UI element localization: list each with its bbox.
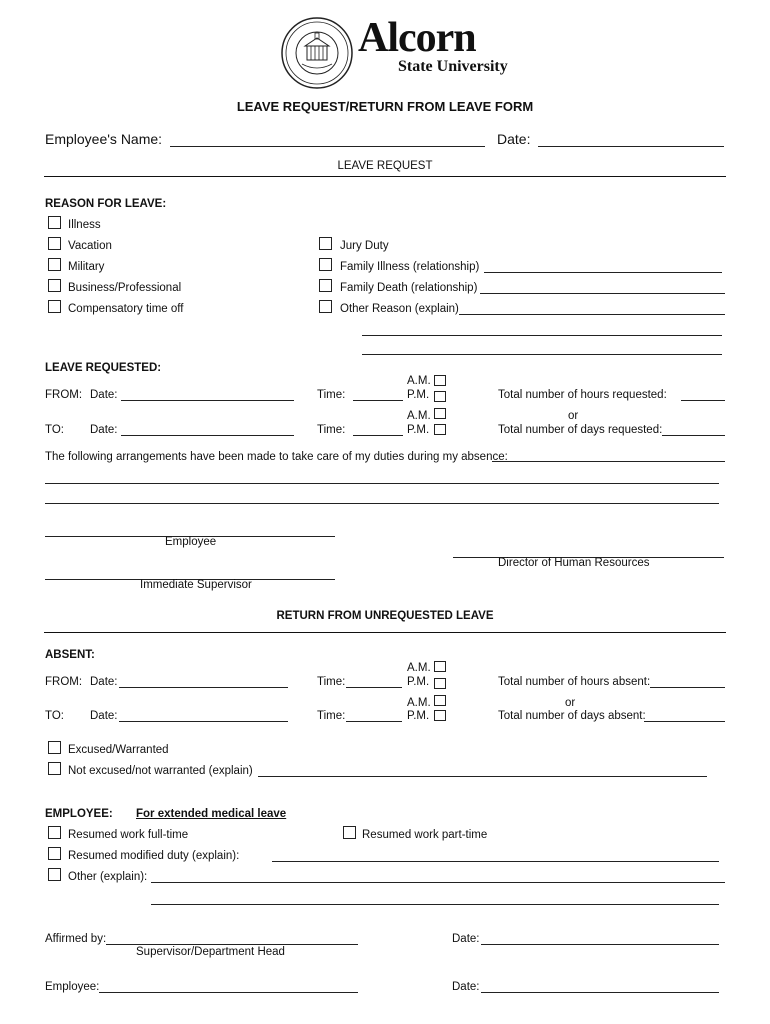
absent-from-pm-checkbox[interactable] xyxy=(434,678,446,689)
from-label: FROM: xyxy=(45,389,83,401)
medical-leave-label: For extended medical leave xyxy=(136,808,287,820)
absent-to-am-label: A.M. xyxy=(407,697,431,709)
supervisor-signature-label: Immediate Supervisor xyxy=(140,579,252,591)
other-reason-checkbox[interactable] xyxy=(319,300,332,313)
family-death-field[interactable] xyxy=(480,293,725,294)
absent-from-pm-label: P.M. xyxy=(407,676,430,688)
to-label: TO: xyxy=(45,424,64,436)
not-excused-label: Not excused/not warranted (explain) xyxy=(68,765,253,777)
to-date-field[interactable] xyxy=(121,435,294,436)
illness-checkbox[interactable] xyxy=(48,216,61,229)
days-absent-field[interactable] xyxy=(644,721,725,722)
military-label: Military xyxy=(68,261,105,273)
business-checkbox[interactable] xyxy=(48,279,61,292)
to-pm-label: P.M. xyxy=(407,424,430,436)
days-absent-label: Total number of days absent: xyxy=(498,710,646,722)
top-date-label: Date: xyxy=(497,131,531,147)
other-line-2[interactable] xyxy=(151,904,719,905)
other-reason-label: Other Reason (explain) xyxy=(340,303,459,315)
from-date-field[interactable] xyxy=(121,400,294,401)
hours-absent-label: Total number of hours absent: xyxy=(498,676,651,688)
return-divider xyxy=(44,632,726,633)
form-title: LEAVE REQUEST/RETURN FROM LEAVE FORM xyxy=(236,99,534,114)
full-time-label: Resumed work full-time xyxy=(68,829,189,841)
vacation-label: Vacation xyxy=(68,240,112,252)
employee-section-label: EMPLOYEE: xyxy=(45,808,113,820)
other-label: Other (explain): xyxy=(68,871,148,883)
return-heading: RETURN FROM UNREQUESTED LEAVE xyxy=(276,610,494,622)
affirmed-date-field[interactable] xyxy=(481,944,719,945)
family-illness-label: Family Illness (relationship) xyxy=(340,261,480,273)
employee-date-field[interactable] xyxy=(481,992,719,993)
modified-duty-label: Resumed modified duty (explain): xyxy=(68,850,240,862)
hours-requested-label: Total number of hours requested: xyxy=(498,389,667,401)
affirmed-field[interactable] xyxy=(106,944,358,945)
other-field[interactable] xyxy=(151,882,725,883)
leave-request-heading: LEAVE REQUEST xyxy=(337,160,433,172)
other-reason-line-2[interactable] xyxy=(362,335,722,336)
absent-to-date-label: Date: xyxy=(90,710,118,722)
to-am-checkbox[interactable] xyxy=(434,408,446,419)
days-requested-field[interactable] xyxy=(662,435,725,436)
other-reason-line-3[interactable] xyxy=(362,354,722,355)
from-time-label: Time: xyxy=(317,389,346,401)
part-time-label: Resumed work part-time xyxy=(362,829,488,841)
employee-name-label: Employee's Name: xyxy=(45,131,163,147)
arrangements-line-2[interactable] xyxy=(45,483,719,484)
absent-to-time-field[interactable] xyxy=(346,721,402,722)
business-label: Business/Professional xyxy=(68,282,182,294)
full-time-checkbox[interactable] xyxy=(48,826,61,839)
leave-requested-label: LEAVE REQUESTED: xyxy=(45,362,162,374)
from-pm-checkbox[interactable] xyxy=(434,391,446,402)
from-pm-label: P.M. xyxy=(407,389,430,401)
family-death-label: Family Death (relationship) xyxy=(340,282,478,294)
employee-date-label: Date: xyxy=(452,981,480,993)
hours-absent-field[interactable] xyxy=(650,687,725,688)
from-am-checkbox[interactable] xyxy=(434,375,446,386)
absent-label: ABSENT: xyxy=(45,649,95,661)
modified-duty-checkbox[interactable] xyxy=(48,847,61,860)
days-requested-label: Total number of days requested: xyxy=(498,424,663,436)
or-label: or xyxy=(568,410,579,422)
military-checkbox[interactable] xyxy=(48,258,61,271)
jury-duty-label: Jury Duty xyxy=(340,240,389,252)
absent-to-time-label: Time: xyxy=(317,710,346,722)
absent-to-pm-label: P.M. xyxy=(407,710,430,722)
modified-duty-field[interactable] xyxy=(272,861,719,862)
director-signature-label: Director of Human Resources xyxy=(498,557,650,569)
arrangements-line-3[interactable] xyxy=(45,503,719,504)
not-excused-checkbox[interactable] xyxy=(48,762,61,775)
family-illness-field[interactable] xyxy=(484,272,722,273)
comp-time-label: Compensatory time off xyxy=(68,303,184,315)
to-pm-checkbox[interactable] xyxy=(434,424,446,435)
from-date-label: Date: xyxy=(90,389,118,401)
absent-to-label: TO: xyxy=(45,710,64,722)
employee-signature-label: Employee xyxy=(165,536,217,548)
comp-time-checkbox[interactable] xyxy=(48,300,61,313)
absent-am-label: A.M. xyxy=(407,662,431,674)
absent-from-time-label: Time: xyxy=(317,676,346,688)
arrangements-field[interactable] xyxy=(492,461,725,462)
hours-requested-field[interactable] xyxy=(681,400,725,401)
employee-footer-field[interactable] xyxy=(99,992,358,993)
top-date-field[interactable] xyxy=(538,146,724,147)
family-death-checkbox[interactable] xyxy=(319,279,332,292)
absent-to-pm-checkbox[interactable] xyxy=(434,710,446,721)
family-illness-checkbox[interactable] xyxy=(319,258,332,271)
to-am-label: A.M. xyxy=(407,410,431,422)
jury-duty-checkbox[interactable] xyxy=(319,237,332,250)
not-excused-field[interactable] xyxy=(258,776,707,777)
university-seal xyxy=(280,16,354,90)
to-date-label: Date: xyxy=(90,424,118,436)
vacation-checkbox[interactable] xyxy=(48,237,61,250)
excused-label: Excused/Warranted xyxy=(68,744,169,756)
absent-from-time-field[interactable] xyxy=(346,687,402,688)
absent-from-am-checkbox[interactable] xyxy=(434,661,446,672)
employee-name-field[interactable] xyxy=(170,146,485,147)
employee-footer-label: Employee: xyxy=(45,981,100,993)
section-divider xyxy=(44,176,726,177)
to-time-field[interactable] xyxy=(353,435,403,436)
other-checkbox[interactable] xyxy=(48,868,61,881)
other-reason-field[interactable] xyxy=(459,314,725,315)
absent-from-date-label: Date: xyxy=(90,676,118,688)
from-time-field[interactable] xyxy=(353,400,403,401)
absent-or-label: or xyxy=(565,697,576,709)
absent-from-label: FROM: xyxy=(45,676,83,688)
arrangements-label: The following arrangements have been made to take care of my duties during my absence: xyxy=(45,451,508,463)
university-name: Alcorn xyxy=(358,15,476,61)
excused-checkbox[interactable] xyxy=(48,741,61,754)
from-am-label: A.M. xyxy=(407,375,431,387)
absent-to-date-field[interactable] xyxy=(119,721,288,722)
illness-label: Illness xyxy=(68,219,101,231)
affirmed-label: Affirmed by: xyxy=(45,933,107,945)
to-time-label: Time: xyxy=(317,424,346,436)
reason-for-leave-label: REASON FOR LEAVE: xyxy=(45,198,167,210)
absent-to-am-checkbox[interactable] xyxy=(434,695,446,706)
part-time-checkbox[interactable] xyxy=(343,826,356,839)
supervisor-head-label: Supervisor/Department Head xyxy=(136,946,285,958)
affirmed-date-label: Date: xyxy=(452,933,480,945)
absent-from-date-field[interactable] xyxy=(119,687,288,688)
university-subtitle: State University xyxy=(398,58,508,75)
